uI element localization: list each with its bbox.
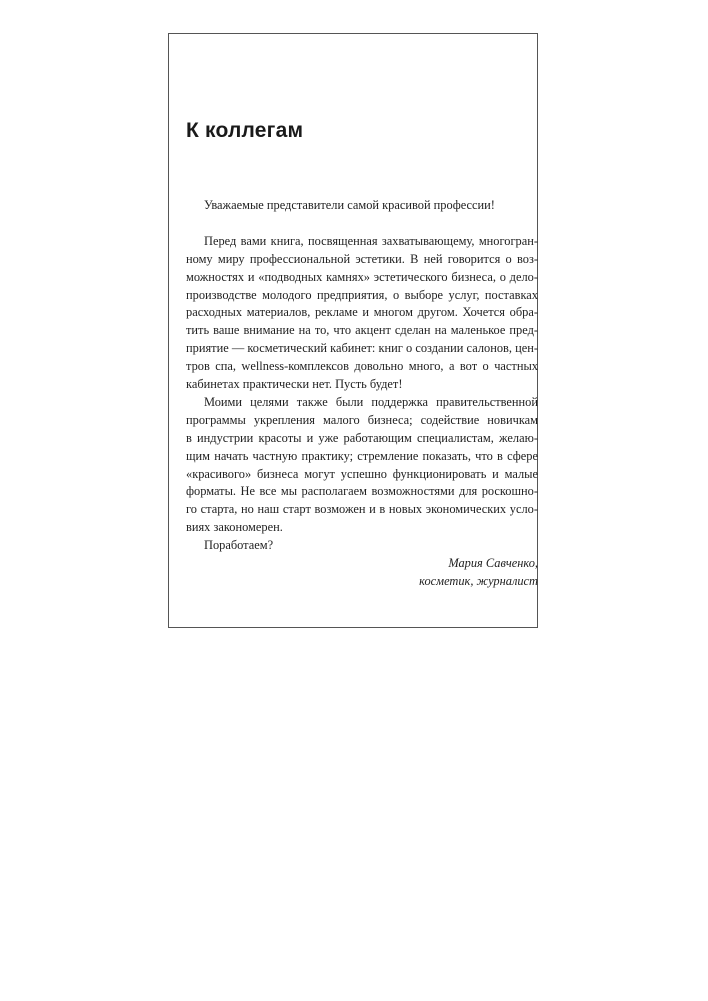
- book-page: [168, 33, 538, 628]
- text-line: Моими целями также были поддержка правительственной: [204, 394, 538, 409]
- text-line: тров спа, wellness-комплексов довольно много, а вот о частных: [186, 359, 538, 374]
- author-title: косметик, журналист: [419, 574, 538, 589]
- text-line: расходных материалов, рекламе и многом другом. Хочется обра-: [186, 305, 538, 320]
- text-line: программы укрепления малого бизнеса; содействие новичкам: [186, 412, 538, 427]
- text-line: щим начать частную практику; стремление показать, что в сфере: [186, 448, 538, 463]
- closing-line: Поработаем?: [204, 538, 274, 553]
- paragraph-gap: [186, 215, 538, 233]
- text-line: ному миру профессиональной эстетики. В ней говорится о воз-: [186, 251, 538, 266]
- text-line: в индустрии красоты и уже работающим специалистам, желаю-: [186, 430, 538, 445]
- text-line: кабинетах практически нет. Пусть будет!: [186, 377, 403, 392]
- paragraph-1: [186, 233, 538, 394]
- author-name: Мария Савченко,: [448, 556, 538, 571]
- paragraph-2: [186, 394, 538, 537]
- text-line: приятие — косметический кабинет: книг о создании салонов, цен-: [186, 341, 538, 356]
- text-line: можностях и «подводных камнях» эстетического бизнеса, о дело-: [186, 269, 538, 284]
- body-text: [186, 197, 538, 591]
- author-signature: [186, 555, 538, 591]
- text-line: форматы. Не все мы располагаем возможностями для роскошно-: [186, 484, 538, 499]
- text-line: «красивого» бизнеса могут успешно функционировать и малые: [186, 466, 538, 481]
- text-line: Перед вами книга, посвященная захватывающему, многогран-: [204, 233, 538, 248]
- page-title: К коллегам: [186, 119, 304, 142]
- text-line: производстве молодого предприятия, о выборе услуг, поставках: [186, 287, 538, 302]
- greeting-line: Уважаемые представители самой красивой профессии!: [204, 198, 495, 212]
- text-line: виях закономерен.: [186, 520, 283, 535]
- text-line: тить ваше внимание на то, что акцент сделан на маленькое пред-: [186, 323, 538, 338]
- text-line: го старта, но наш старт возможен и в новых экономических усло-: [186, 502, 538, 517]
